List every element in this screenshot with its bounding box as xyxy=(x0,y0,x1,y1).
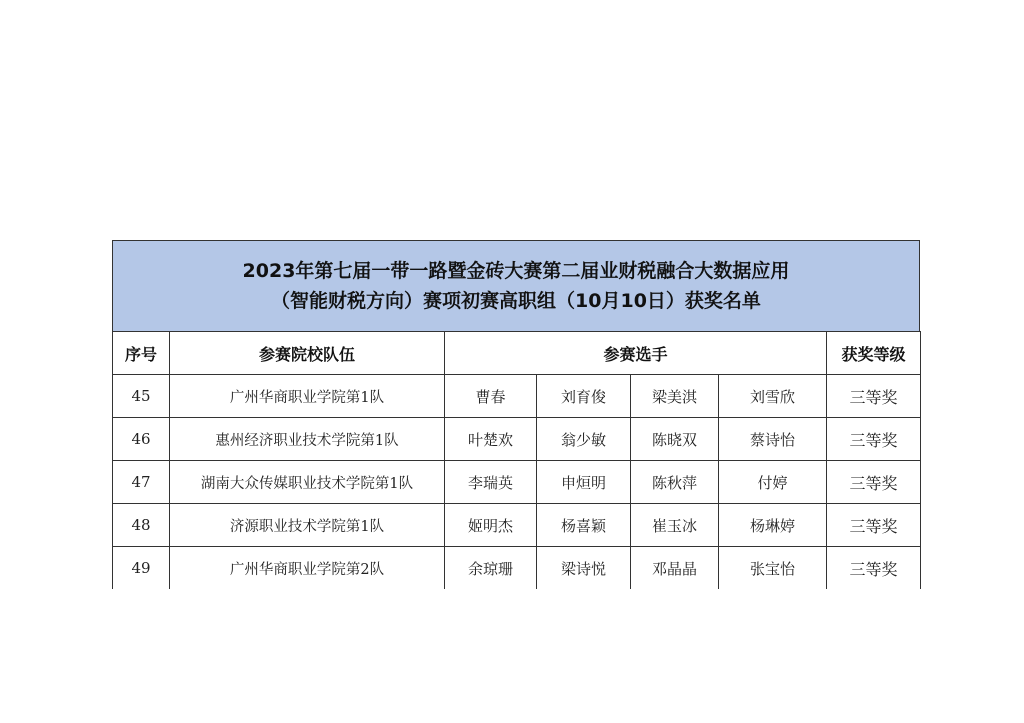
row-player: 邓晶晶 xyxy=(631,547,719,590)
row-player: 陈晓双 xyxy=(631,418,719,461)
row-player: 姬明杰 xyxy=(445,504,537,547)
table-row xyxy=(113,418,921,461)
row-player: 蔡诗怡 xyxy=(719,418,827,461)
row-index: 47 xyxy=(113,461,170,504)
header-players: 参赛选手 xyxy=(445,332,827,375)
row-player: 刘育俊 xyxy=(537,375,631,418)
row-player: 杨琳婷 xyxy=(719,504,827,547)
row-player: 梁诗悦 xyxy=(537,547,631,590)
row-index: 45 xyxy=(113,375,170,418)
table-title-line-1: 2023年第七届一带一路暨金砖大赛第二届业财税融合大数据应用 xyxy=(242,260,790,282)
row-team: 惠州经济职业技术学院第1队 xyxy=(170,418,445,461)
row-player: 杨喜颖 xyxy=(537,504,631,547)
row-team: 广州华商职业学院第1队 xyxy=(170,375,445,418)
row-award: 三等奖 xyxy=(827,504,921,547)
award-table-container xyxy=(112,240,920,589)
row-player: 梁美淇 xyxy=(631,375,719,418)
table-title-banner xyxy=(112,240,920,331)
row-player: 余琼珊 xyxy=(445,547,537,590)
table-title-line-2: （智能财税方向）赛项初赛高职组（10月10日）获奖名单 xyxy=(271,290,761,312)
header-award: 获奖等级 xyxy=(827,332,921,375)
header-team: 参赛院校队伍 xyxy=(170,332,445,375)
table-row xyxy=(113,504,921,547)
row-player: 崔玉冰 xyxy=(631,504,719,547)
table-header-row xyxy=(113,332,921,375)
row-award: 三等奖 xyxy=(827,461,921,504)
row-index: 48 xyxy=(113,504,170,547)
row-award: 三等奖 xyxy=(827,375,921,418)
header-index: 序号 xyxy=(113,332,170,375)
row-team: 广州华商职业学院第2队 xyxy=(170,547,445,590)
row-player: 李瑞英 xyxy=(445,461,537,504)
row-player: 陈秋萍 xyxy=(631,461,719,504)
row-index: 46 xyxy=(113,418,170,461)
row-player: 翁少敏 xyxy=(537,418,631,461)
award-table xyxy=(112,331,921,589)
table-row xyxy=(113,461,921,504)
table-row xyxy=(113,375,921,418)
row-award: 三等奖 xyxy=(827,418,921,461)
row-player: 曹春 xyxy=(445,375,537,418)
row-player: 申烜明 xyxy=(537,461,631,504)
row-award: 三等奖 xyxy=(827,547,921,590)
row-team: 济源职业技术学院第1队 xyxy=(170,504,445,547)
row-player: 叶楚欢 xyxy=(445,418,537,461)
row-player: 付婷 xyxy=(719,461,827,504)
row-player: 刘雪欣 xyxy=(719,375,827,418)
row-index: 49 xyxy=(113,547,170,590)
row-player: 张宝怡 xyxy=(719,547,827,590)
row-team: 湖南大众传媒职业技术学院第1队 xyxy=(170,461,445,504)
table-row xyxy=(113,547,921,590)
